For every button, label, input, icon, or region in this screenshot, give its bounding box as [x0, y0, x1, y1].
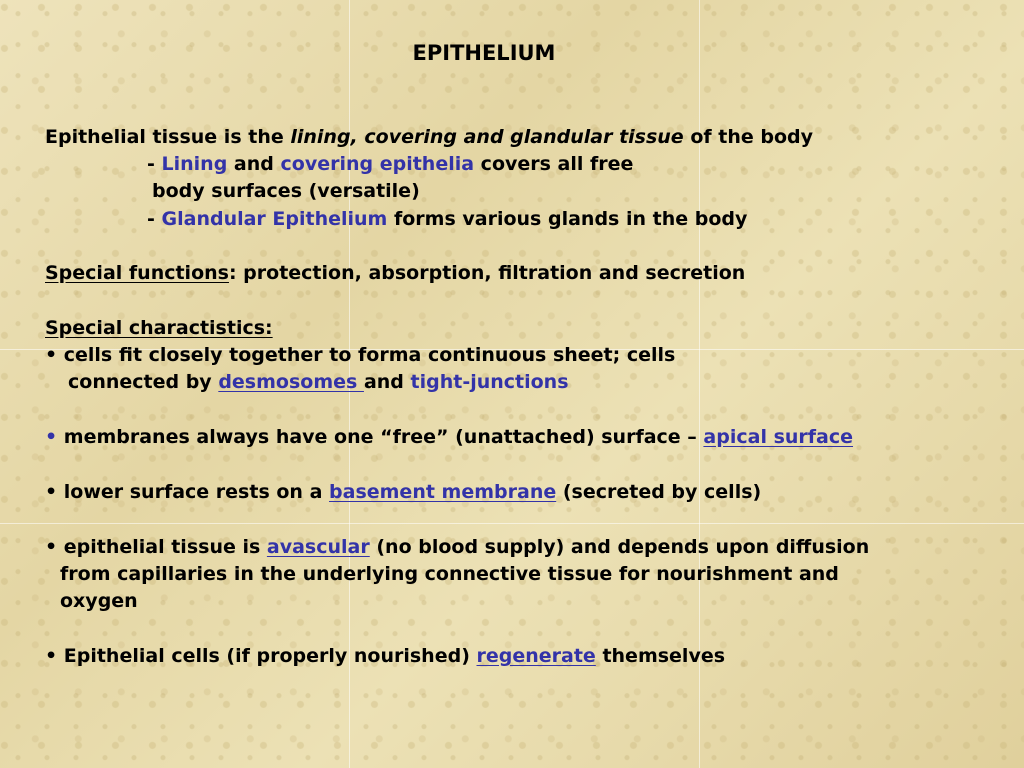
bullet-4-text: • epithelial tissue is: [45, 536, 267, 558]
bullet-5: [45, 643, 725, 670]
bullet-3-text: • lower surface rests on a: [45, 481, 330, 503]
intro-emphasis: lining, covering and glandular tissue: [290, 126, 684, 148]
bullet-1-line-1: • cells fit closely together to forma continuous sheet; cells: [45, 344, 676, 366]
term-apical-surface: apical surface: [703, 426, 854, 448]
intro-text: Epithelial tissue is the: [45, 126, 291, 148]
term-glandular-epithelium: Glandular Epithelium: [161, 208, 388, 230]
intro-line: [45, 124, 813, 151]
intro-text-end: of the body: [683, 126, 814, 148]
lining-continuation: body surfaces (versatile): [152, 180, 420, 202]
term-lining: Lining: [161, 153, 228, 175]
characteristics-colon: :: [265, 317, 273, 339]
bullet-2-text: membranes always have one “free” (unattached) surface –: [57, 426, 704, 448]
lining-line: [147, 151, 633, 178]
dash: -: [147, 208, 162, 230]
glandular-text: forms various glands in the body: [387, 208, 748, 230]
term-regenerate: regenerate: [476, 645, 596, 667]
functions-heading: Special functions: [45, 262, 229, 284]
characteristics-line: [45, 315, 273, 342]
characteristics-heading: Special charactistics: [45, 317, 266, 339]
bullet-1-text: connected by: [68, 371, 219, 393]
term-covering-epithelia: covering epithelia: [280, 153, 475, 175]
lining-text: covers all free: [474, 153, 634, 175]
bullet-5-text: • Epithelial cells (if properly nourished): [45, 645, 477, 667]
bullet-4-line-2: from capillaries in the underlying connective tissue for nourishment and: [60, 563, 839, 585]
functions-text: : protection, absorption, filtration and secretion: [228, 262, 746, 284]
bullet-2: [45, 424, 853, 451]
bullet-dot: •: [45, 426, 58, 448]
term-desmosomes: desmosomes: [218, 371, 364, 393]
term-tight-junctions: tight-junctions: [410, 371, 569, 393]
functions-line: [45, 260, 745, 287]
term-avascular: avascular: [266, 536, 370, 558]
bullet-1-line-2: [68, 369, 569, 396]
slide-title: EPITHELIUM: [412, 41, 556, 65]
connector: and: [227, 153, 281, 175]
connector: and: [363, 371, 411, 393]
dash: -: [147, 153, 162, 175]
bullet-3: [45, 479, 761, 506]
bullet-4-line-3: oxygen: [60, 590, 138, 612]
bullet-4-line-1: [45, 534, 869, 561]
term-basement-membrane: basement membrane: [329, 481, 557, 503]
bullet-3-text-end: (secreted by cells): [556, 481, 762, 503]
bullet-5-text-end: themselves: [595, 645, 726, 667]
bullet-4-text-end: (no blood supply) and depends upon diffusion: [369, 536, 870, 558]
glandular-line: [147, 206, 747, 233]
